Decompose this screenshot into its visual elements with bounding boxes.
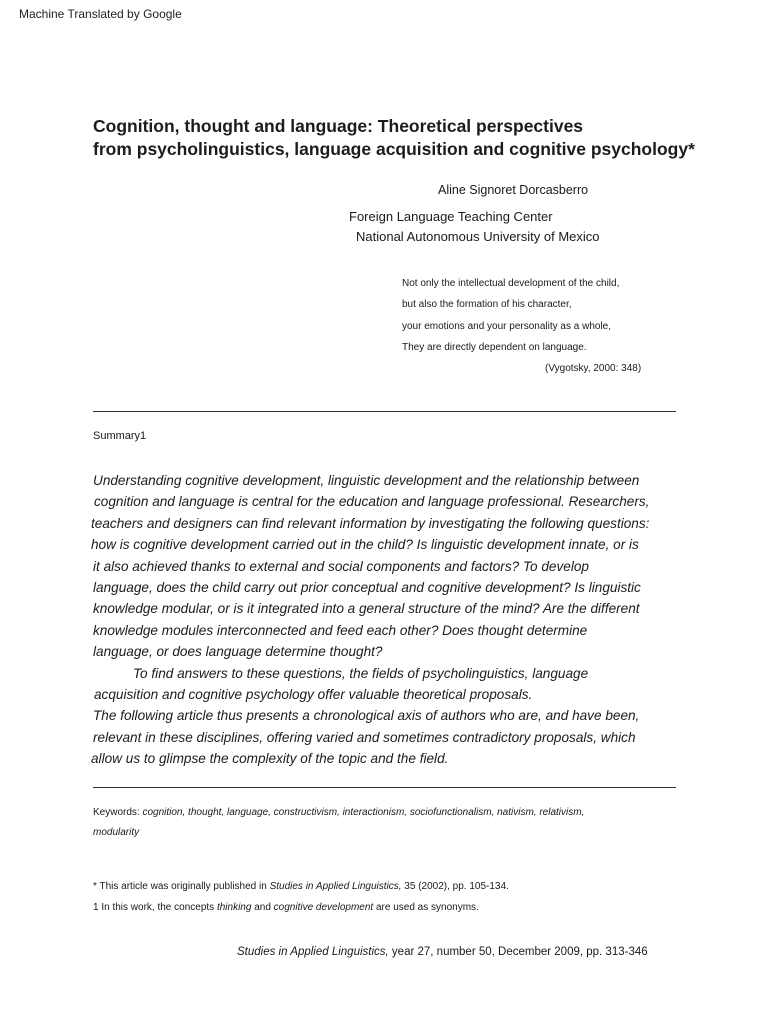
- footnote-text: are used as synonyms.: [375, 902, 479, 913]
- keywords-continued: modularity: [93, 827, 140, 838]
- footnote-term: cognitive development: [273, 902, 374, 913]
- abstract-line: teachers and designers can find relevant information by investigating the following questions:: [91, 515, 650, 531]
- summary-heading: Summary1: [93, 430, 147, 442]
- abstract-line: language, or does language determine thought?: [93, 644, 383, 660]
- affiliation-line-1: Foreign Language Teaching Center: [349, 209, 553, 224]
- bottom-divider: [93, 787, 676, 788]
- abstract-line: relevant in these disciplines, offering varied and sometimes contradictory proposals, which: [93, 729, 636, 745]
- abstract-line: acquisition and cognitive psychology offer valuable theoretical proposals.: [94, 687, 533, 703]
- epigraph-citation: (Vygotsky, 2000: 348): [545, 363, 642, 374]
- abstract-line: To find answers to these questions, the fields of psycholinguistics, language: [133, 665, 589, 681]
- journal-footer: [237, 946, 648, 958]
- title-line-1: Cognition, thought and language: Theoretical perspectives: [93, 116, 584, 136]
- abstract-line: language, does the child carry out prior conceptual and cognitive development? Is linguistic: [93, 580, 641, 596]
- epigraph-line: They are directly dependent on language.: [402, 342, 587, 353]
- epigraph-line: but also the formation of his character,: [402, 299, 572, 310]
- abstract-line: how is cognitive development carried out in the child? Is linguistic development innate, or is: [91, 537, 639, 553]
- author-name: Aline Signoret Dorcasberro: [438, 183, 589, 197]
- abstract-line: knowledge modular, or is it integrated into a general structure of the mind? Are the different: [93, 601, 640, 617]
- footnote-term: thinking: [216, 902, 252, 913]
- footnote-publication: [93, 881, 509, 892]
- footnote-text: * This article was originally published in: [93, 881, 267, 892]
- footnote-terms: [93, 902, 479, 913]
- abstract-line: allow us to glimpse the complexity of the topic and the field.: [91, 751, 449, 767]
- abstract-line: The following article thus presents a chronological axis of authors who are, and have been,: [93, 708, 640, 724]
- keywords: [93, 807, 584, 818]
- journal-details: year 27, number 50, December 2009, pp. 313-346: [391, 946, 648, 958]
- footnote-text: and: [254, 902, 271, 913]
- footnote-journal: Studies in Applied Linguistics,: [269, 881, 402, 892]
- journal-name: Studies in Applied Linguistics,: [237, 946, 389, 958]
- top-divider: [93, 411, 676, 412]
- footnote-text: 35 (2002), pp. 105-134.: [404, 881, 509, 892]
- abstract-line: knowledge modules interconnected and feed each other? Does thought determine: [93, 622, 588, 638]
- footnote-text: 1 In this work, the concepts: [93, 902, 215, 913]
- article-title: [93, 115, 695, 161]
- abstract-line: cognition and language is central for the education and language professional. Researchers,: [94, 494, 650, 510]
- keywords-list: cognition, thought, language, constructivism, interactionism, sociofunctionalism, nativism, relativism,: [142, 807, 585, 818]
- machine-translation-banner: Machine Translated by Google: [19, 7, 182, 21]
- title-line-2: from psycholinguistics, language acquisition and cognitive psychology*: [93, 139, 695, 159]
- epigraph-line: Not only the intellectual development of the child,: [402, 278, 620, 289]
- keywords-label: Keywords:: [93, 807, 140, 818]
- affiliation-line-2: National Autonomous University of Mexico: [356, 229, 600, 244]
- abstract: [91, 470, 701, 770]
- abstract-line: it also achieved thanks to external and social components and factors? To develop: [93, 558, 589, 574]
- epigraph-line: your emotions and your personality as a whole,: [402, 321, 612, 332]
- abstract-line: Understanding cognitive development, linguistic development and the relationship between: [93, 473, 640, 488]
